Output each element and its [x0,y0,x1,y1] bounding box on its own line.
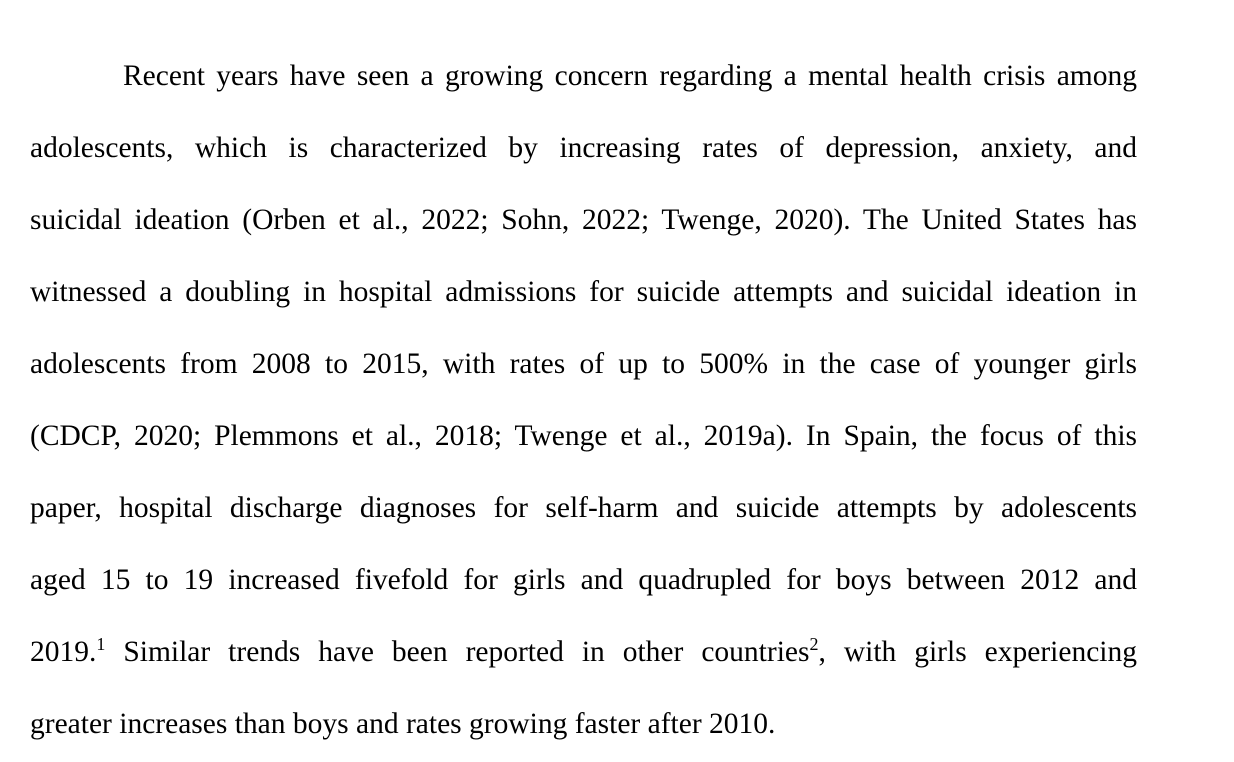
footnote-marker-2: 2 [809,634,819,654]
paragraph-line-5: adolescents from 2008 to 2015, with rates of up to 500% in the case of younger girls [30,348,1137,380]
line-9-text-c: , with girls experiencing [818,636,1137,668]
paragraph-line-2: adolescents, which is characterized by increasing rates of depression, anxiety, and [30,132,1137,164]
line-9-text-a: 2019. [30,636,97,668]
paragraph-line-6: (CDCP, 2020; Plemmons et al., 2018; Twenge et al., 2019a). In Spain, the focus of this [30,420,1137,452]
paragraph-line-9 [30,616,1137,688]
paragraph-line-7: paper, hospital discharge diagnoses for self-harm and suicide attempts by adolescents [30,492,1137,524]
paragraph-line-10: greater increases than boys and rates growing faster after 2010. [30,708,776,740]
footnote-marker-1: 1 [96,634,106,654]
paragraph-line-8: aged 15 to 19 increased fivefold for girls and quadrupled for boys between 2012 and [30,564,1137,596]
paragraph-line-3: suicidal ideation (Orben et al., 2022; Sohn, 2022; Twenge, 2020). The United States has [30,204,1137,236]
line-9-text-b: Similar trends have been reported in other countries [105,636,810,668]
paragraph-line-4: witnessed a doubling in hospital admissions for suicide attempts and suicidal ideation in [30,276,1137,308]
paragraph-line-1: Recent years have seen a growing concern regarding a mental health crisis among [123,60,1137,92]
